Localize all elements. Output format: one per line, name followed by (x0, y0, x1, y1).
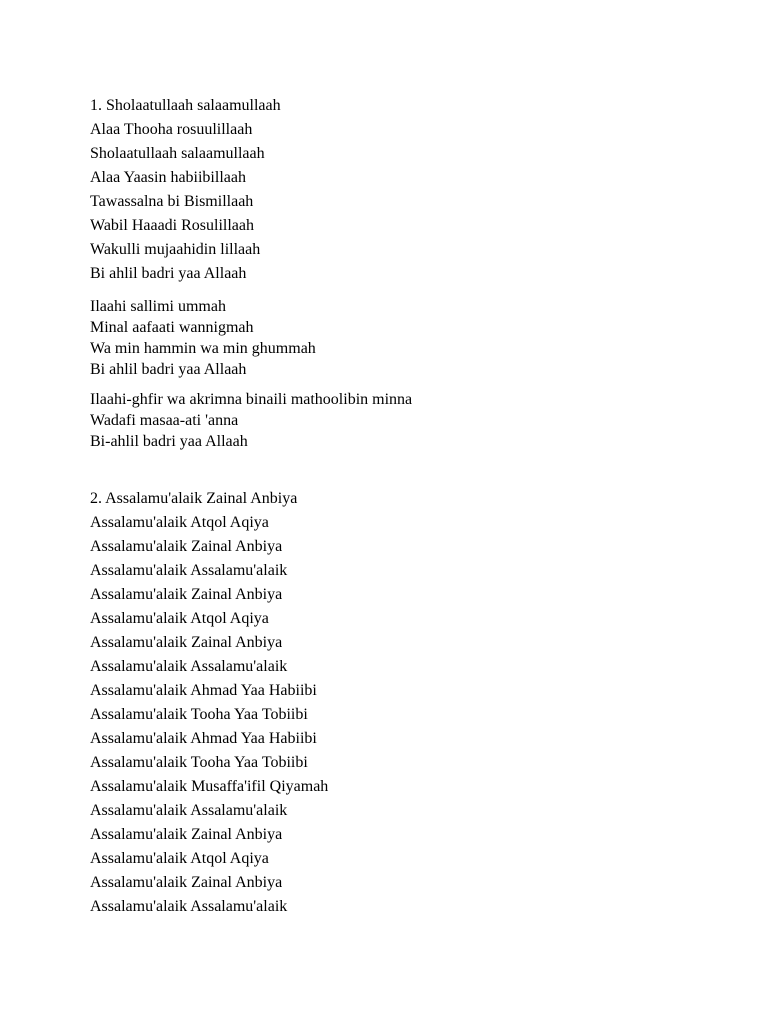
lyric-line: Ilaahi sallimi ummah (90, 298, 226, 315)
song-1-number: 1. (90, 97, 102, 114)
song-2-first-line (90, 487, 730, 511)
lyric-line: Assalamu'alaik Atqol Aqiya (90, 850, 269, 867)
lyric-line: Assalamu'alaik Zainal Anbiya (105, 490, 298, 507)
lyric-line: Assalamu'alaik Musaffa'ifil Qiyamah (90, 778, 329, 795)
lyric-line: Assalamu'alaik Zainal Anbiya (90, 586, 283, 603)
lyric-line: Assalamu'alaik Ahmad Yaa Habiibi (90, 682, 317, 699)
lyric-line: Tawassalna bi Bismillaah (90, 193, 254, 210)
lyric-line: Assalamu'alaik Zainal Anbiya (90, 826, 283, 843)
song-1-verse-3 (90, 389, 730, 452)
lyric-line: Alaa Yaasin habiibillaah (90, 169, 246, 186)
lyric-line: Assalamu'alaik Ahmad Yaa Habiibi (90, 730, 317, 747)
song-2-number: 2. (90, 490, 102, 507)
lyric-line: Bi-ahlil badri yaa Allaah (90, 433, 248, 450)
lyric-line: Sholaatullaah salaamullaah (106, 97, 281, 114)
lyric-line: Assalamu'alaik Assalamu'alaik (90, 658, 288, 675)
lyric-line: Assalamu'alaik Assalamu'alaik (90, 562, 288, 579)
lyric-line: Alaa Thooha rosuulillaah (90, 121, 253, 138)
lyric-line: Assalamu'alaik Tooha Yaa Tobiibi (90, 706, 308, 723)
lyric-line: Assalamu'alaik Zainal Anbiya (90, 538, 283, 555)
lyric-line: Sholaatullaah salaamullaah (90, 145, 265, 162)
lyric-line: Wa min hammin wa min ghummah (90, 340, 316, 357)
song-1-first-line (90, 94, 730, 118)
lyric-line: Assalamu'alaik Assalamu'alaik (90, 802, 288, 819)
song-1-verse-2 (90, 296, 730, 380)
lyric-line: Wakulli mujaahidin lillaah (90, 241, 261, 258)
lyric-line: Minal aafaati wannigmah (90, 319, 254, 336)
lyric-line: Assalamu'alaik Tooha Yaa Tobiibi (90, 754, 308, 771)
lyric-line: Assalamu'alaik Assalamu'alaik (90, 898, 288, 915)
lyric-line: Assalamu'alaik Zainal Anbiya (90, 634, 283, 651)
lyric-line: Assalamu'alaik Atqol Aqiya (90, 514, 269, 531)
lyric-line: Bi ahlil badri yaa Allaah (90, 265, 247, 282)
lyric-line: Assalamu'alaik Atqol Aqiya (90, 610, 269, 627)
lyric-line: Ilaahi-ghfir wa akrimna binaili mathoolibin minna (90, 391, 413, 408)
lyric-line: Wabil Haaadi Rosulillaah (90, 217, 254, 234)
lyric-line: Wadafi masaa-ati 'anna (90, 412, 239, 429)
song-2 (90, 487, 730, 919)
lyric-line: Assalamu'alaik Zainal Anbiya (90, 874, 283, 891)
document-page (90, 94, 730, 919)
song-1-verse-1 (90, 94, 730, 286)
lyric-line: Bi ahlil badri yaa Allaah (90, 361, 247, 378)
